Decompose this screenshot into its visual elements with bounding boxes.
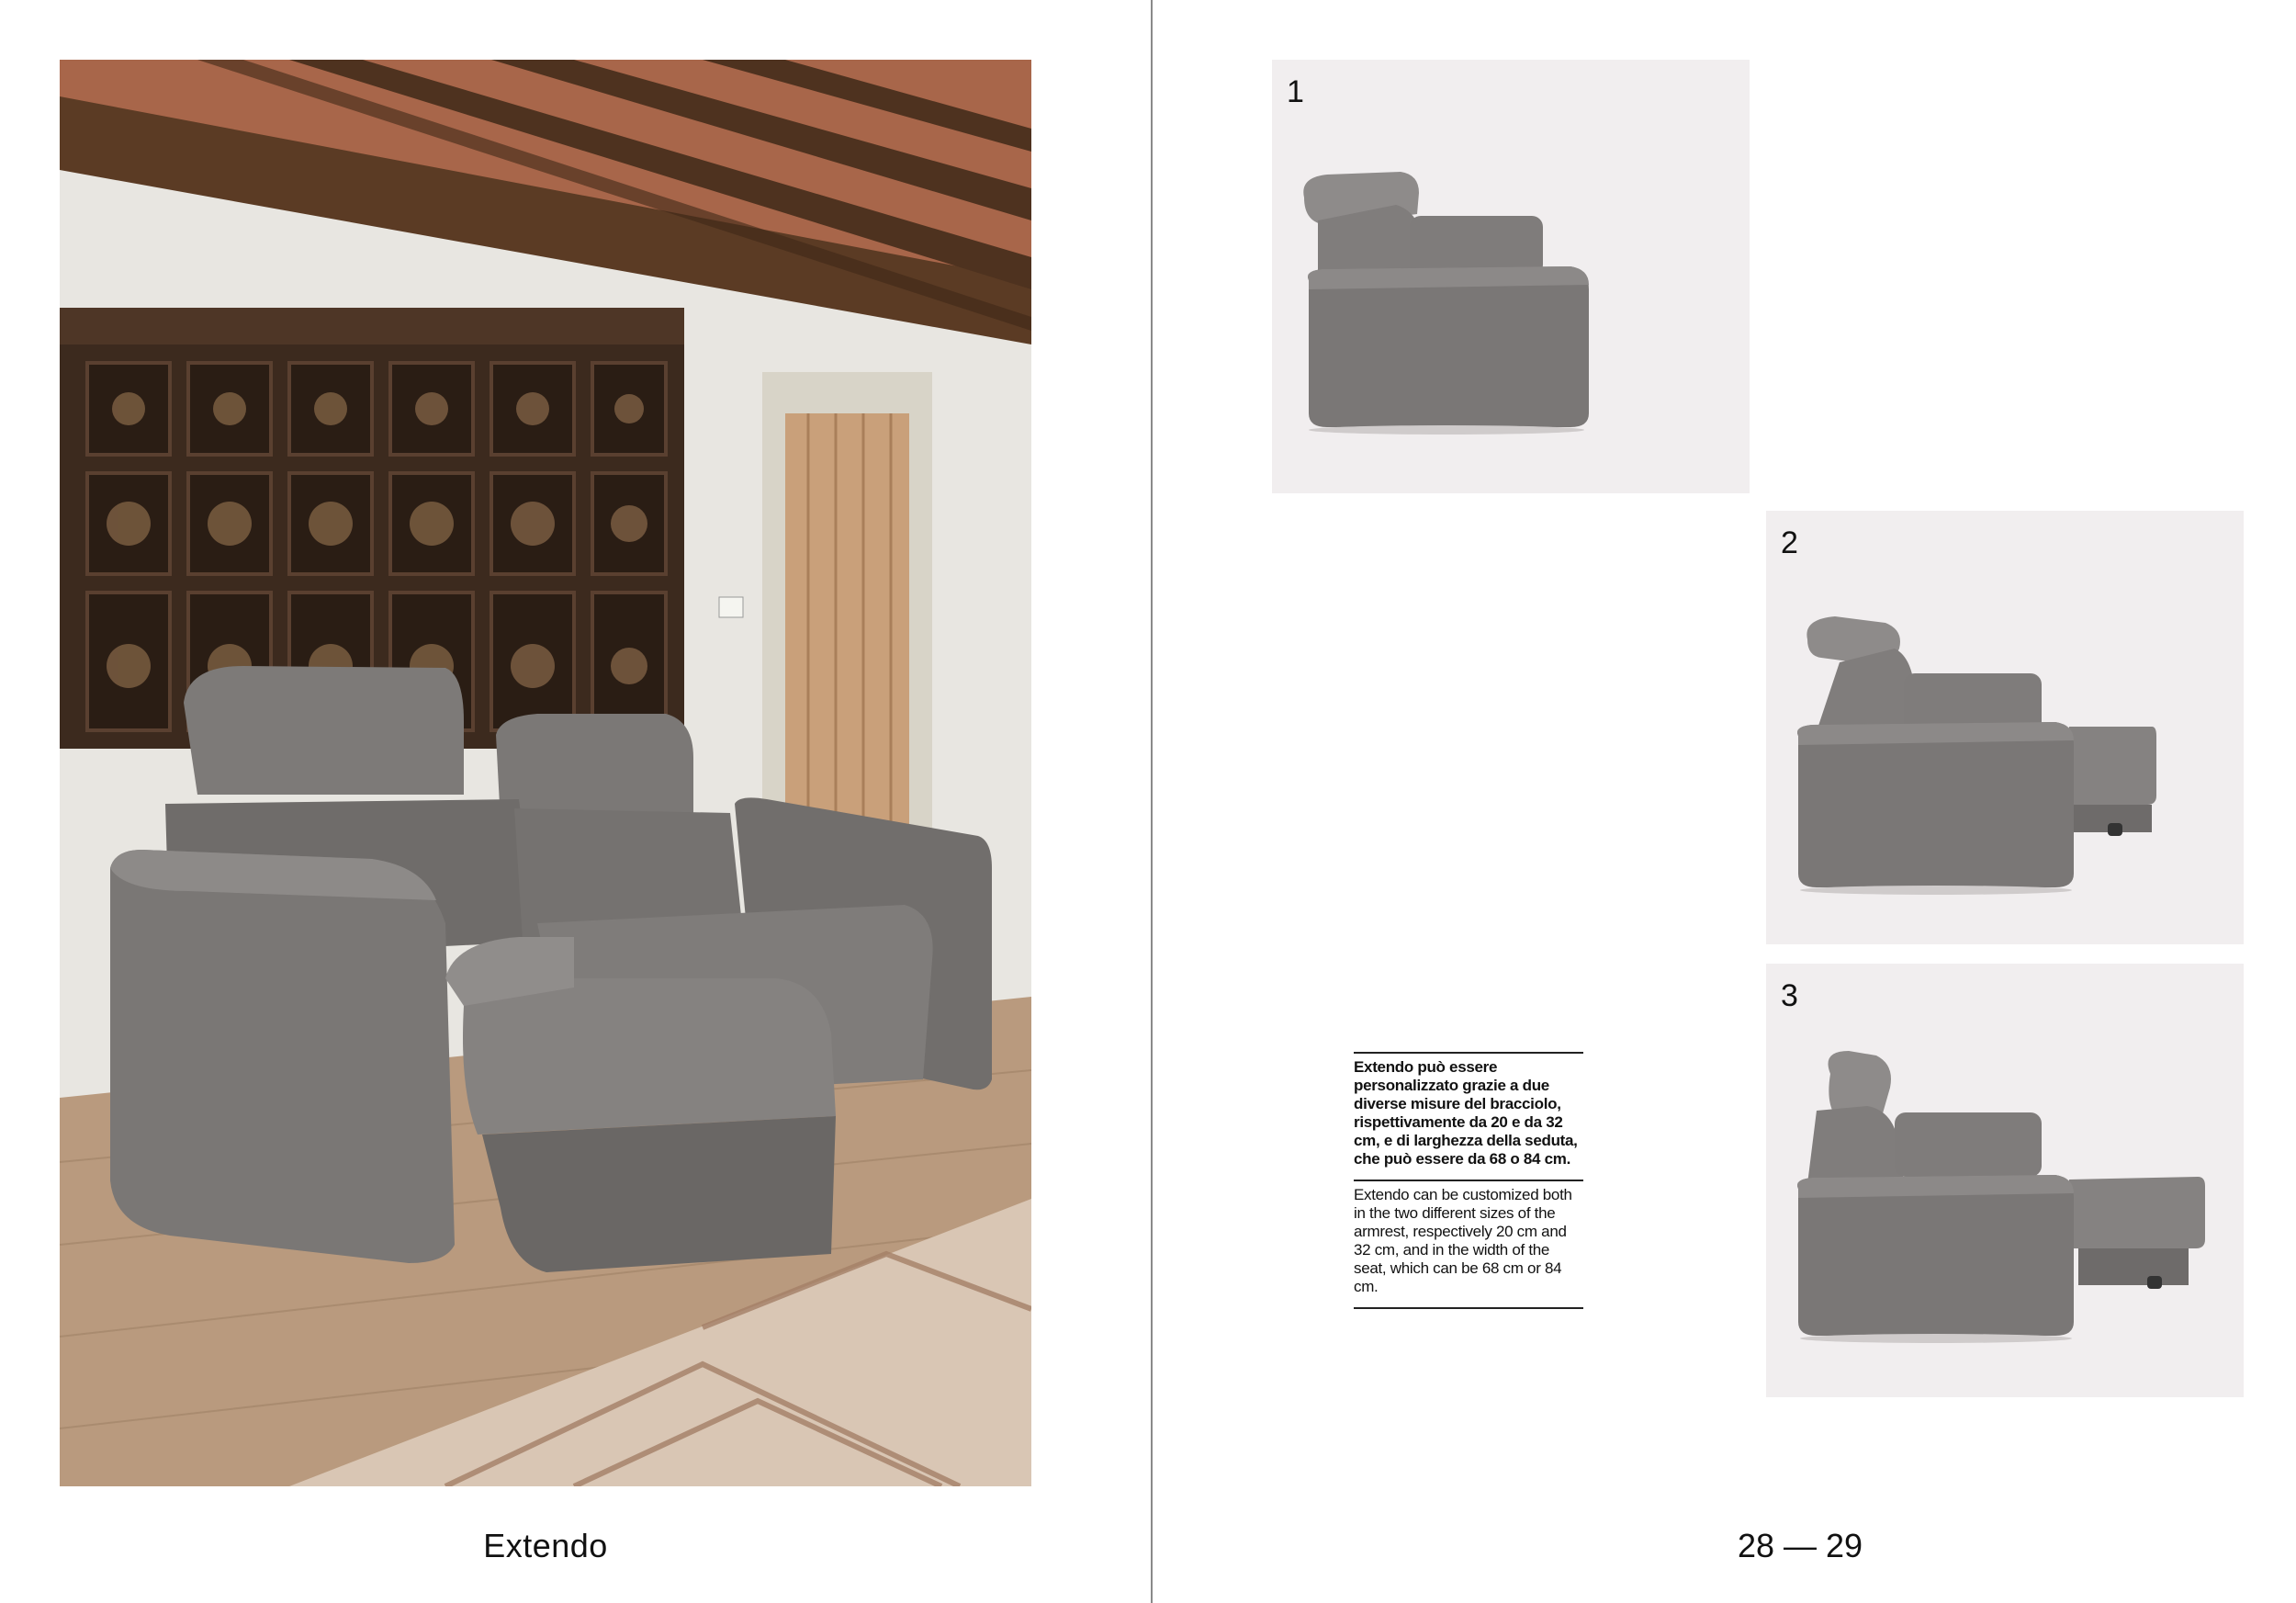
room-photo <box>60 60 1031 1486</box>
page-numbers: 28 — 29 <box>1737 1527 1863 1564</box>
product-tile-2 <box>1766 511 2244 944</box>
tile-number-3: 3 <box>1781 978 1798 1013</box>
sofa-side-view-full-extension <box>1766 964 2244 1397</box>
caption-english: Extendo can be customized both in the two different sizes of the armrest, respectively 20 cm and 32 cm, and in the width of the seat, which can be 68 cm or 84 cm. <box>1354 1186 1572 1295</box>
caption-block <box>1354 1052 1583 1309</box>
page-gutter <box>1151 0 1153 1603</box>
caption-italian: Extendo può essere personalizzato grazie a due diverse misure del bracciolo, rispettivamente da 20 e da 32 cm, e di larghezza della seduta, che può essere da 68 o 84 cm. <box>1354 1058 1578 1168</box>
sofa-side-view-extended <box>1766 511 2244 944</box>
tile-number-1: 1 <box>1287 74 1304 109</box>
tile-number-2: 2 <box>1781 525 1798 560</box>
room-illustration <box>60 60 1031 1486</box>
caption-rule-bottom <box>1354 1307 1583 1309</box>
product-tile-1 <box>1272 60 1750 493</box>
product-name: Extendo <box>483 1527 608 1564</box>
sofa-side-view-closed <box>1272 60 1750 493</box>
product-tile-3 <box>1766 964 2244 1397</box>
